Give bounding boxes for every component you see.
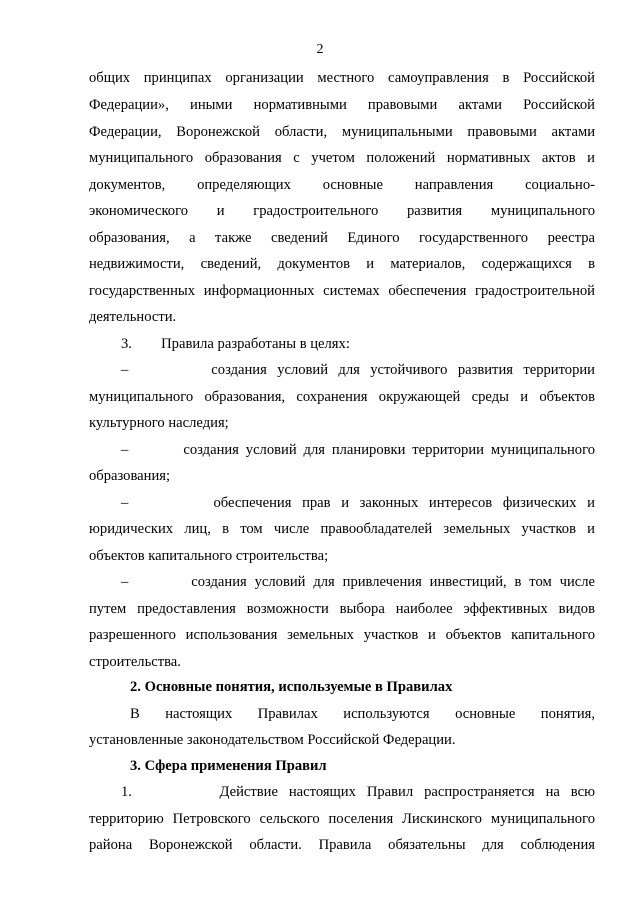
text-line: строительства. (89, 654, 181, 670)
text-line: объектов капитального строительства; (89, 548, 329, 564)
text-line: юридических лиц, в том числе правообладателей земельных участков и (89, 521, 595, 537)
text-line: Федерации, Воронежской области, муниципальными правовыми актами (89, 124, 595, 140)
page-number: 2 (316, 42, 324, 57)
text-line: образования, а также сведений Единого государственного реестра (89, 230, 595, 246)
text-line: муниципального образования, сохранения окружающей среды и объектов (89, 389, 595, 405)
text-line: деятельности. (89, 309, 177, 325)
text-line: недвижимости, сведений, документов и материалов, содержащихся в (89, 256, 595, 272)
list-item-dash: – создания условий для планировки территории муниципального (121, 442, 595, 458)
text-line: экономического и градостроительного развития муниципального (89, 203, 595, 219)
text-line: общих принципах организации местного самоуправления в Российской (89, 70, 595, 86)
text-line: установленные законодательством Российской Федерации. (89, 732, 456, 748)
section-heading: 3. Сфера применения Правил (130, 758, 327, 774)
text-line: В настоящих Правилах используются основные понятия, (130, 706, 595, 722)
text-line: территорию Петровского сельского поселения Лискинского муниципального (89, 811, 595, 827)
list-item-number: 3. Правила разработаны в целях: (121, 336, 350, 352)
list-item-number: 1. Действие настоящих Правил распространяется на всю (121, 784, 595, 800)
text-line: муниципального образования с учетом положений нормативных актов и (89, 150, 595, 166)
section-heading: 2. Основные понятия, используемые в Правилах (130, 679, 453, 695)
list-item-dash: – создания условий для привлечения инвестиций, в том числе (121, 574, 595, 590)
list-item-dash: – создания условий для устойчивого развития территории (121, 362, 595, 378)
text-line: документов, определяющих основные направления социально- (89, 177, 595, 193)
text-line: разрешенного использования земельных участков и объектов капитального (89, 627, 595, 643)
text-line: путем предоставления возможности выбора наиболее эффективных видов (89, 601, 595, 617)
text-line: района Воронежской области. Правила обязательны для соблюдения (89, 837, 595, 853)
text-line: Федерации», иными нормативными правовыми актами Российской (89, 97, 595, 113)
text-line: образования; (89, 468, 171, 484)
text-line: государственных информационных системах обеспечения градостроительной (89, 283, 595, 299)
list-item-dash: – обеспечения прав и законных интересов физических и (121, 495, 595, 511)
text-line: культурного наследия; (89, 415, 229, 431)
